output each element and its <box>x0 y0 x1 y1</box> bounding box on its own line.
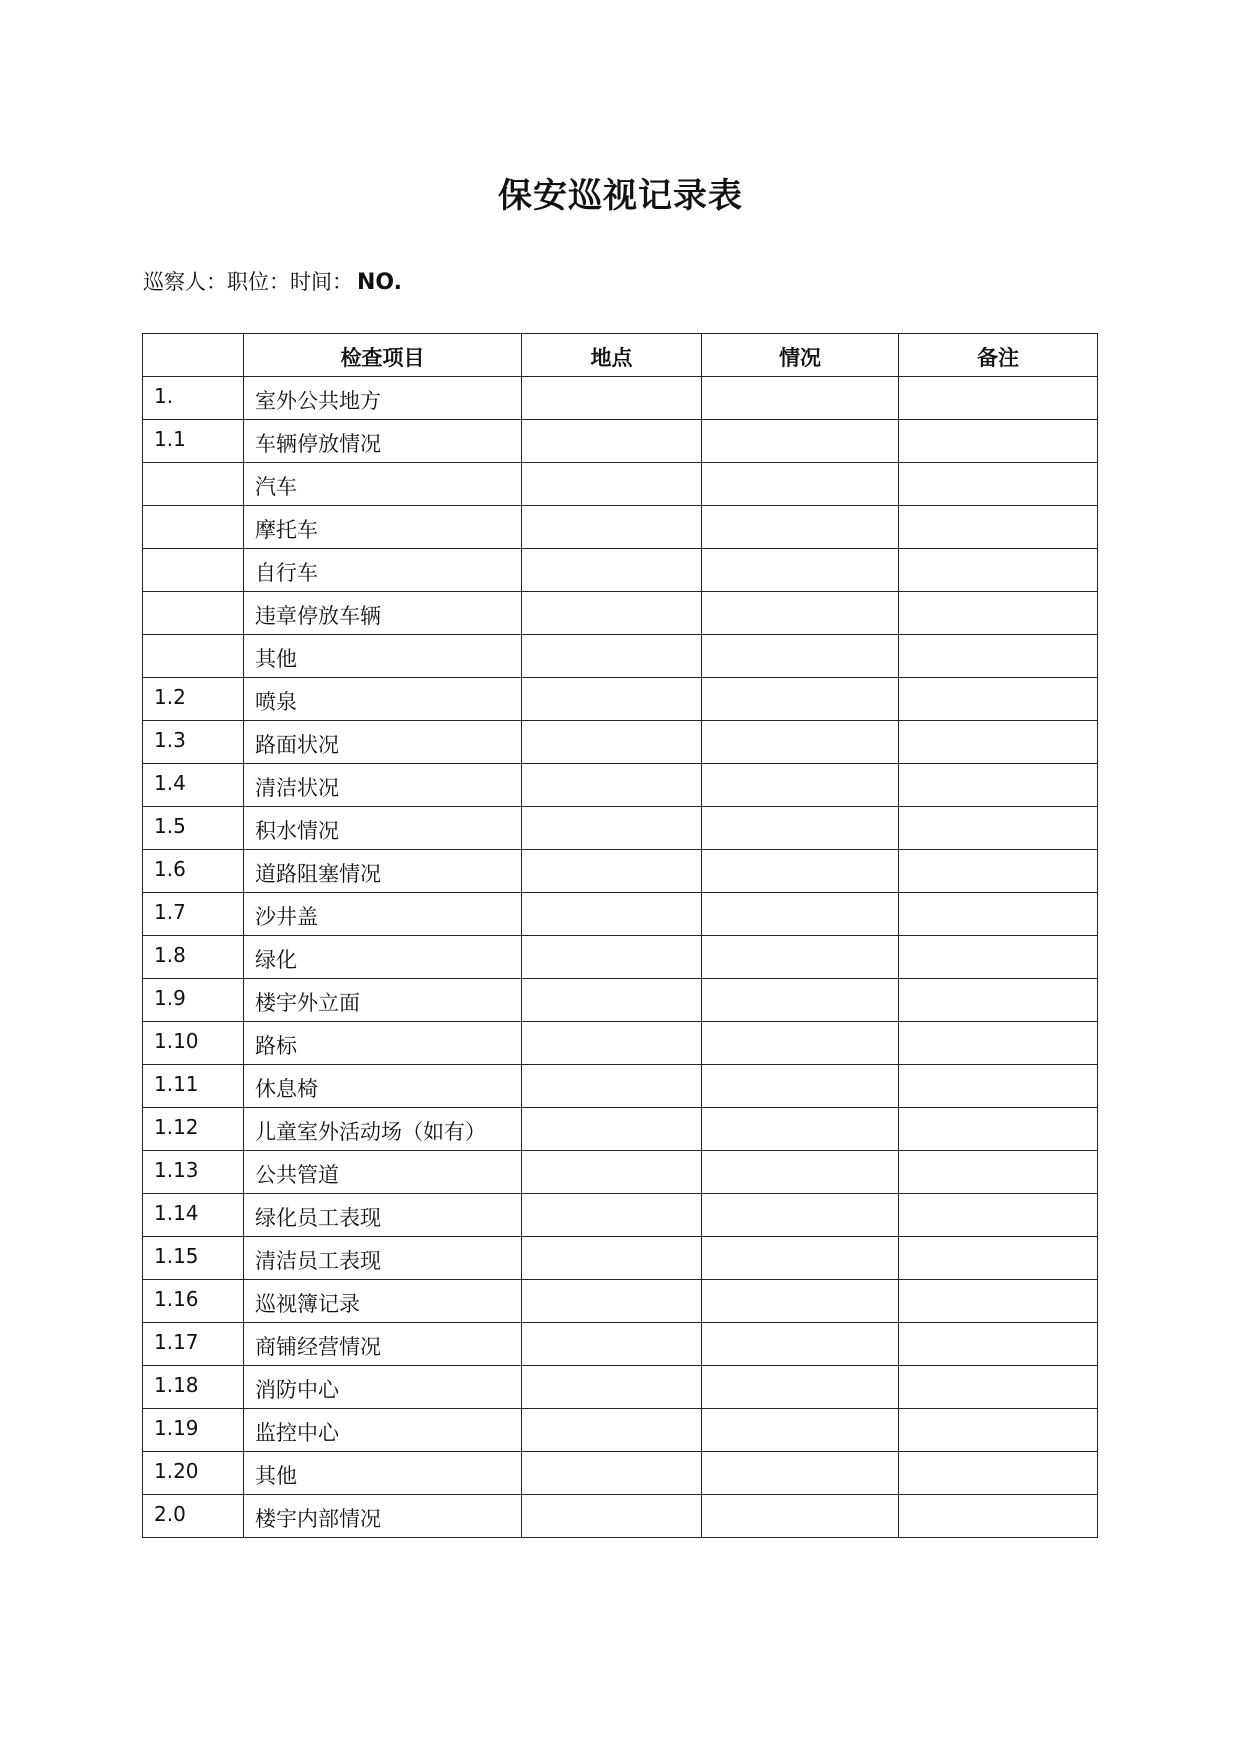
remarks-cell[interactable] <box>899 936 1098 979</box>
location-cell[interactable] <box>522 463 702 506</box>
remarks-cell[interactable] <box>899 979 1098 1022</box>
condition-cell[interactable] <box>702 979 899 1022</box>
condition-cell[interactable] <box>702 463 899 506</box>
row-number: 1.1 <box>143 420 244 463</box>
remarks-cell[interactable] <box>899 1108 1098 1151</box>
table-row <box>143 549 1098 592</box>
check-item: 违章停放车辆 <box>244 592 522 635</box>
check-item: 路标 <box>244 1022 522 1065</box>
condition-cell[interactable] <box>702 1366 899 1409</box>
remarks-cell[interactable] <box>899 1194 1098 1237</box>
location-cell[interactable] <box>522 893 702 936</box>
header-number <box>143 334 244 377</box>
check-item: 公共管道 <box>244 1151 522 1194</box>
check-item: 沙井盖 <box>244 893 522 936</box>
remarks-cell[interactable] <box>899 1022 1098 1065</box>
table-row <box>143 1022 1098 1065</box>
location-cell[interactable] <box>522 1366 702 1409</box>
location-cell[interactable] <box>522 979 702 1022</box>
remarks-cell[interactable] <box>899 420 1098 463</box>
location-cell[interactable] <box>522 1065 702 1108</box>
row-number: 1.8 <box>143 936 244 979</box>
table-row <box>143 635 1098 678</box>
table-row <box>143 721 1098 764</box>
remarks-cell[interactable] <box>899 377 1098 420</box>
condition-cell[interactable] <box>702 764 899 807</box>
row-number: 1.4 <box>143 764 244 807</box>
location-cell[interactable] <box>522 807 702 850</box>
location-cell[interactable] <box>522 936 702 979</box>
remarks-cell[interactable] <box>899 506 1098 549</box>
location-cell[interactable] <box>522 1495 702 1538</box>
header-row <box>143 334 1098 377</box>
table-row <box>143 1237 1098 1280</box>
row-number: 1.5 <box>143 807 244 850</box>
condition-cell[interactable] <box>702 678 899 721</box>
condition-cell[interactable] <box>702 1280 899 1323</box>
check-item: 车辆停放情况 <box>244 420 522 463</box>
location-cell[interactable] <box>522 635 702 678</box>
row-number: 1.6 <box>143 850 244 893</box>
condition-cell[interactable] <box>702 721 899 764</box>
condition-cell[interactable] <box>702 1108 899 1151</box>
row-number <box>143 506 244 549</box>
check-item: 清洁员工表现 <box>244 1237 522 1280</box>
row-number <box>143 549 244 592</box>
remarks-cell[interactable] <box>899 893 1098 936</box>
remarks-cell[interactable] <box>899 721 1098 764</box>
location-cell[interactable] <box>522 721 702 764</box>
check-item: 汽车 <box>244 463 522 506</box>
row-number: 1.12 <box>143 1108 244 1151</box>
condition-cell[interactable] <box>702 1065 899 1108</box>
table-row <box>143 1151 1098 1194</box>
check-item: 道路阻塞情况 <box>244 850 522 893</box>
condition-cell[interactable] <box>702 1022 899 1065</box>
location-cell[interactable] <box>522 420 702 463</box>
row-number: 1.20 <box>143 1452 244 1495</box>
condition-cell[interactable] <box>702 592 899 635</box>
check-item: 清洁状况 <box>244 764 522 807</box>
patrol-record-table <box>142 333 1098 1538</box>
remarks-cell[interactable] <box>899 1065 1098 1108</box>
remarks-cell[interactable] <box>899 678 1098 721</box>
row-number: 1.19 <box>143 1409 244 1452</box>
check-item: 自行车 <box>244 549 522 592</box>
table-row <box>143 420 1098 463</box>
remarks-cell[interactable] <box>899 1366 1098 1409</box>
check-item: 商铺经营情况 <box>244 1323 522 1366</box>
location-cell[interactable] <box>522 850 702 893</box>
condition-cell[interactable] <box>702 1323 899 1366</box>
location-cell[interactable] <box>522 1409 702 1452</box>
header-check-item: 检查项目 <box>244 334 522 377</box>
location-cell[interactable] <box>522 1237 702 1280</box>
row-number: 1.15 <box>143 1237 244 1280</box>
condition-cell[interactable] <box>702 1452 899 1495</box>
check-item: 楼宇内部情况 <box>244 1495 522 1538</box>
condition-cell[interactable] <box>702 1237 899 1280</box>
check-item: 楼宇外立面 <box>244 979 522 1022</box>
check-item: 积水情况 <box>244 807 522 850</box>
table-row <box>143 1409 1098 1452</box>
table-row <box>143 1065 1098 1108</box>
location-cell[interactable] <box>522 377 702 420</box>
table-row <box>143 764 1098 807</box>
check-item: 其他 <box>244 635 522 678</box>
row-number <box>143 463 244 506</box>
time-label: 时间： <box>290 270 353 294</box>
check-item: 儿童室外活动场（如有） <box>244 1108 522 1151</box>
location-cell[interactable] <box>522 764 702 807</box>
location-cell[interactable] <box>522 1151 702 1194</box>
no-label: NO. <box>357 270 402 295</box>
table-row <box>143 377 1098 420</box>
table-row <box>143 678 1098 721</box>
location-cell[interactable] <box>522 506 702 549</box>
page-title: 保安巡视记录表 <box>498 176 743 216</box>
row-number <box>143 635 244 678</box>
table-row <box>143 1280 1098 1323</box>
condition-cell[interactable] <box>702 893 899 936</box>
table-row <box>143 850 1098 893</box>
condition-cell[interactable] <box>702 635 899 678</box>
location-cell[interactable] <box>522 1452 702 1495</box>
location-cell[interactable] <box>522 1022 702 1065</box>
check-item: 巡视簿记录 <box>244 1280 522 1323</box>
condition-cell[interactable] <box>702 1151 899 1194</box>
inspector-label: 巡察人： <box>143 270 227 294</box>
row-number: 2.0 <box>143 1495 244 1538</box>
table-row <box>143 1495 1098 1538</box>
check-item: 路面状况 <box>244 721 522 764</box>
table-row <box>143 506 1098 549</box>
condition-cell[interactable] <box>702 1409 899 1452</box>
remarks-cell[interactable] <box>899 1237 1098 1280</box>
remarks-cell[interactable] <box>899 592 1098 635</box>
remarks-cell[interactable] <box>899 1495 1098 1538</box>
check-item: 其他 <box>244 1452 522 1495</box>
remarks-cell[interactable] <box>899 1280 1098 1323</box>
remarks-cell[interactable] <box>899 807 1098 850</box>
condition-cell[interactable] <box>702 549 899 592</box>
table-row <box>143 592 1098 635</box>
condition-cell[interactable] <box>702 807 899 850</box>
remarks-cell[interactable] <box>899 850 1098 893</box>
condition-cell[interactable] <box>702 1194 899 1237</box>
location-cell[interactable] <box>522 1280 702 1323</box>
condition-cell[interactable] <box>702 850 899 893</box>
table-row <box>143 893 1098 936</box>
table-row <box>143 1194 1098 1237</box>
location-cell[interactable] <box>522 592 702 635</box>
table-body <box>143 377 1098 1538</box>
position-label: 职位： <box>227 270 290 294</box>
header-remarks: 备注 <box>899 334 1098 377</box>
location-cell[interactable] <box>522 1323 702 1366</box>
remarks-cell[interactable] <box>899 764 1098 807</box>
remarks-cell[interactable] <box>899 1452 1098 1495</box>
header-condition: 情况 <box>702 334 899 377</box>
location-cell[interactable] <box>522 549 702 592</box>
row-number: 1.18 <box>143 1366 244 1409</box>
table-row <box>143 979 1098 1022</box>
check-item: 摩托车 <box>244 506 522 549</box>
check-item: 喷泉 <box>244 678 522 721</box>
remarks-cell[interactable] <box>899 1151 1098 1194</box>
table-row <box>143 1452 1098 1495</box>
remarks-cell[interactable] <box>899 463 1098 506</box>
row-number: 1.10 <box>143 1022 244 1065</box>
location-cell[interactable] <box>522 678 702 721</box>
row-number <box>143 592 244 635</box>
remarks-cell[interactable] <box>899 635 1098 678</box>
check-item: 休息椅 <box>244 1065 522 1108</box>
row-number: 1.13 <box>143 1151 244 1194</box>
row-number: 1.7 <box>143 893 244 936</box>
header-fields <box>143 266 402 296</box>
check-item: 绿化员工表现 <box>244 1194 522 1237</box>
row-number: 1.11 <box>143 1065 244 1108</box>
row-number: 1.3 <box>143 721 244 764</box>
remarks-cell[interactable] <box>899 1323 1098 1366</box>
row-number: 1.16 <box>143 1280 244 1323</box>
check-item: 室外公共地方 <box>244 377 522 420</box>
location-cell[interactable] <box>522 1194 702 1237</box>
condition-cell[interactable] <box>702 420 899 463</box>
location-cell[interactable] <box>522 1108 702 1151</box>
remarks-cell[interactable] <box>899 549 1098 592</box>
condition-cell[interactable] <box>702 1495 899 1538</box>
row-number: 1.14 <box>143 1194 244 1237</box>
header-location: 地点 <box>522 334 702 377</box>
table-row <box>143 1366 1098 1409</box>
table-row <box>143 1323 1098 1366</box>
row-number: 1.2 <box>143 678 244 721</box>
check-item: 消防中心 <box>244 1366 522 1409</box>
condition-cell[interactable] <box>702 377 899 420</box>
table-row <box>143 463 1098 506</box>
condition-cell[interactable] <box>702 936 899 979</box>
row-number: 1.17 <box>143 1323 244 1366</box>
check-item: 监控中心 <box>244 1409 522 1452</box>
row-number: 1.9 <box>143 979 244 1022</box>
row-number: 1. <box>143 377 244 420</box>
table-row <box>143 936 1098 979</box>
table-row <box>143 807 1098 850</box>
check-item: 绿化 <box>244 936 522 979</box>
table-row <box>143 1108 1098 1151</box>
condition-cell[interactable] <box>702 506 899 549</box>
remarks-cell[interactable] <box>899 1409 1098 1452</box>
